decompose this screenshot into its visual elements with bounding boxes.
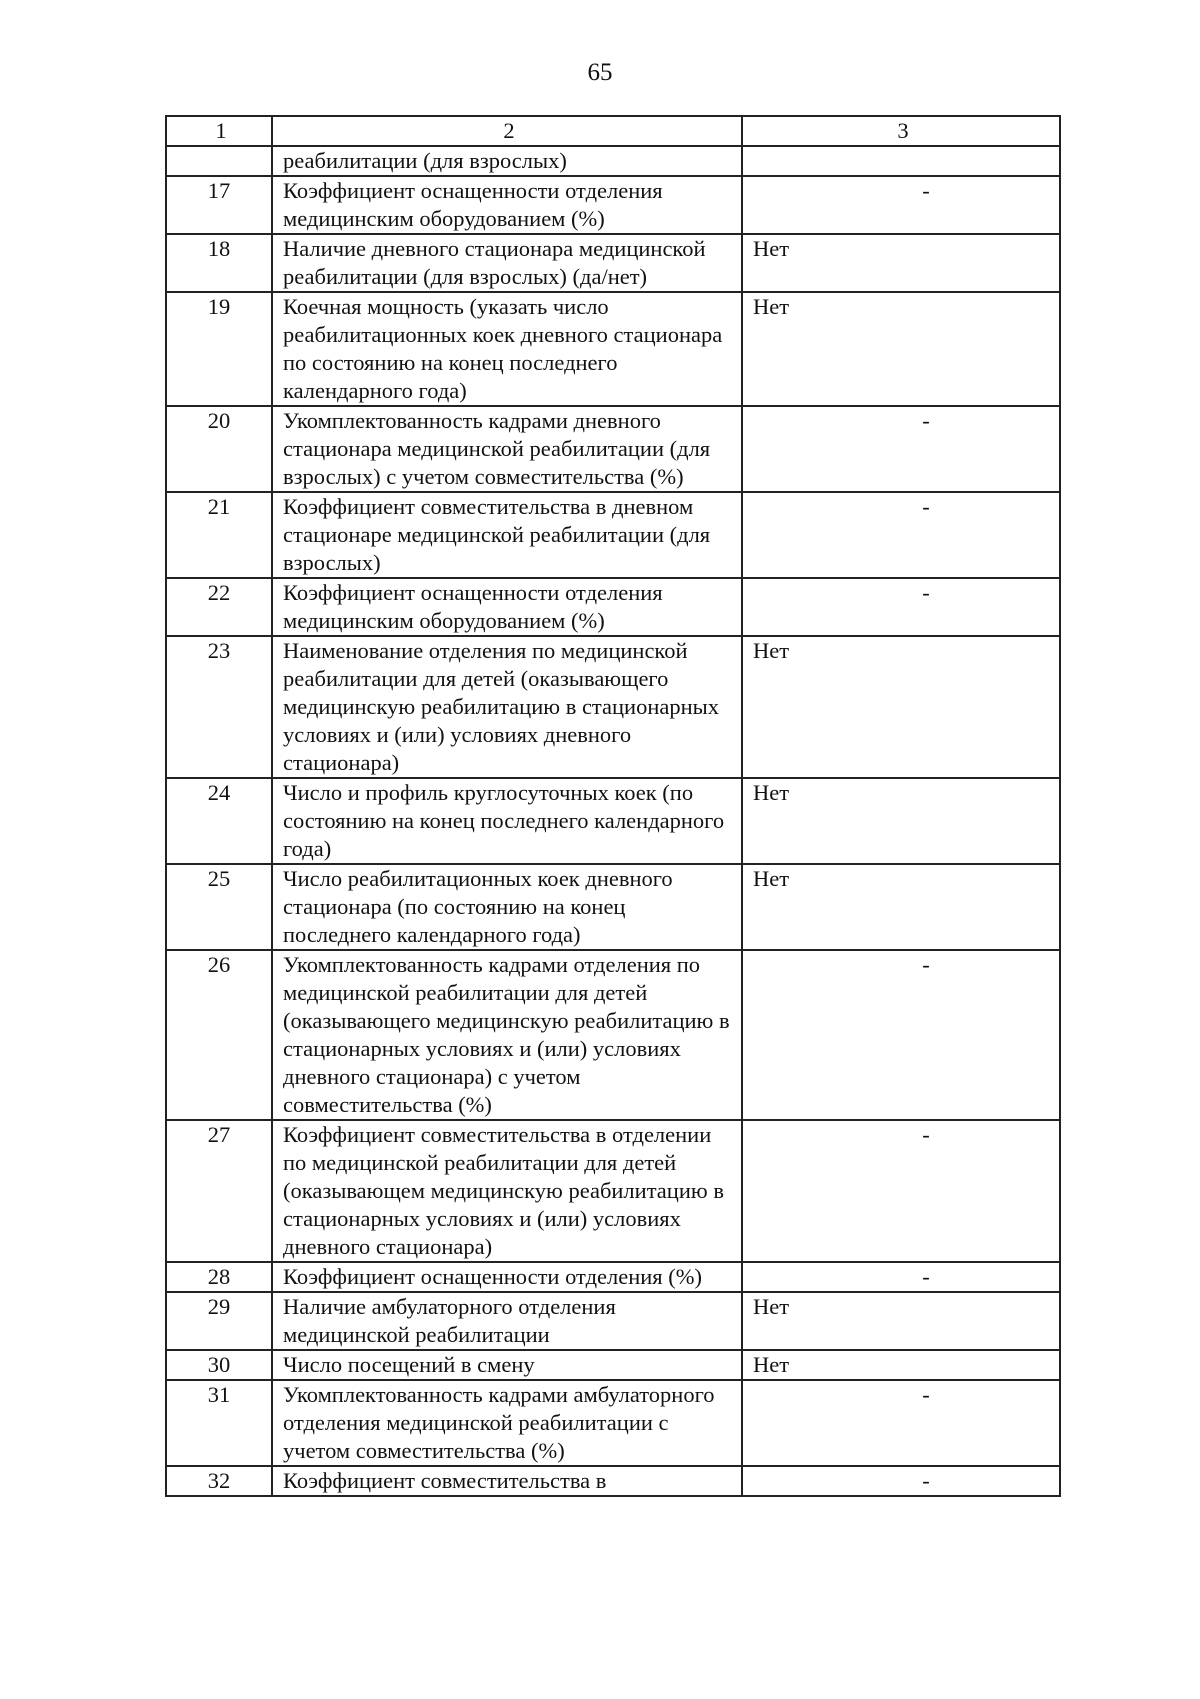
indicator-name-cell: Число и профиль круглосуточных коек (по состоянию на конец последнего календарного года) <box>272 778 742 864</box>
indicator-value-cell: Нет <box>742 1350 1060 1380</box>
indicator-value-cell: Нет <box>742 1292 1060 1350</box>
indicator-value-cell: - <box>742 578 1060 636</box>
table-header-row <box>166 116 1060 146</box>
indicator-value-cell: - <box>742 176 1060 234</box>
table-row <box>166 234 1060 292</box>
indicator-value-cell: - <box>742 492 1060 578</box>
row-number-cell: 32 <box>166 1466 272 1496</box>
table-row <box>166 636 1060 778</box>
indicator-name-cell: Укомплектованность кадрами дневного стационара медицинской реабилитации (для взрослых) с учетом совместительства (%) <box>272 406 742 492</box>
table-row <box>166 1350 1060 1380</box>
header-cell-3: 3 <box>742 116 1060 146</box>
indicator-value-cell: Нет <box>742 234 1060 292</box>
row-number-cell: 18 <box>166 234 272 292</box>
table-row <box>166 146 1060 176</box>
table-row <box>166 578 1060 636</box>
indicator-value-cell: - <box>742 406 1060 492</box>
indicator-name-cell: Укомплектованность кадрами отделения по медицинской реабилитации для детей (оказывающего медицинскую реабилитацию в стационарных условиях и (или) условиях дневного стационара) с учетом совместительства (%) <box>272 950 742 1120</box>
table-row <box>166 492 1060 578</box>
row-number-cell: 20 <box>166 406 272 492</box>
indicator-name-cell: Коэффициент совместительства в <box>272 1466 742 1496</box>
table-body <box>166 116 1060 1496</box>
indicator-name-cell: Коэффициент оснащенности отделения (%) <box>272 1262 742 1292</box>
indicator-name-cell: Коэффициент оснащенности отделения медицинским оборудованием (%) <box>272 176 742 234</box>
indicator-name-cell: Коэффициент совместительства в отделении по медицинской реабилитации для детей (оказывающем медицинскую реабилитацию в стационарных условиях и (или) условиях дневного стационара) <box>272 1120 742 1262</box>
header-cell-2: 2 <box>272 116 742 146</box>
row-number-cell: 17 <box>166 176 272 234</box>
indicator-name-cell: Число посещений в смену <box>272 1350 742 1380</box>
row-number-cell: 24 <box>166 778 272 864</box>
indicator-name-cell: Укомплектованность кадрами амбулаторного отделения медицинской реабилитации с учетом совместительства (%) <box>272 1380 742 1466</box>
indicator-name-cell: Коэффициент оснащенности отделения медицинским оборудованием (%) <box>272 578 742 636</box>
row-number-cell: 25 <box>166 864 272 950</box>
row-number-cell: 27 <box>166 1120 272 1262</box>
row-number-cell <box>166 146 272 176</box>
indicator-value-cell: - <box>742 1262 1060 1292</box>
row-number-cell: 21 <box>166 492 272 578</box>
row-number-cell: 22 <box>166 578 272 636</box>
indicator-value-cell: Нет <box>742 864 1060 950</box>
indicator-table <box>165 115 1061 1497</box>
table-row <box>166 1120 1060 1262</box>
page-number: 65 <box>587 59 613 86</box>
table-row <box>166 1466 1060 1496</box>
indicator-name-cell: Число реабилитационных коек дневного стационара (по состоянию на конец последнего календарного года) <box>272 864 742 950</box>
table-row <box>166 1380 1060 1466</box>
indicator-name-cell: Наличие дневного стационара медицинской реабилитации (для взрослых) (да/нет) <box>272 234 742 292</box>
row-number-cell: 29 <box>166 1292 272 1350</box>
row-number-cell: 30 <box>166 1350 272 1380</box>
indicator-name-cell: Наличие амбулаторного отделения медицинской реабилитации <box>272 1292 742 1350</box>
row-number-cell: 26 <box>166 950 272 1120</box>
indicator-value-cell: Нет <box>742 778 1060 864</box>
table-row <box>166 778 1060 864</box>
indicator-value-cell: - <box>742 1466 1060 1496</box>
header-cell-1: 1 <box>166 116 272 146</box>
table-row <box>166 864 1060 950</box>
row-number-cell: 19 <box>166 292 272 406</box>
indicator-name-cell: Коэффициент совместительства в дневном стационаре медицинской реабилитации (для взрослых) <box>272 492 742 578</box>
indicator-value-cell: Нет <box>742 292 1060 406</box>
row-number-cell: 23 <box>166 636 272 778</box>
indicator-value-cell <box>742 146 1060 176</box>
table-row <box>166 176 1060 234</box>
table-row <box>166 1262 1060 1292</box>
indicator-value-cell: - <box>742 950 1060 1120</box>
indicator-value-cell: Нет <box>742 636 1060 778</box>
row-number-cell: 31 <box>166 1380 272 1466</box>
indicator-value-cell: - <box>742 1120 1060 1262</box>
table-row <box>166 950 1060 1120</box>
row-number-cell: 28 <box>166 1262 272 1292</box>
indicator-value-cell: - <box>742 1380 1060 1466</box>
indicator-name-cell: Коечная мощность (указать число реабилитационных коек дневного стационара по состоянию на конец последнего календарного года) <box>272 292 742 406</box>
table-row <box>166 406 1060 492</box>
indicator-name-cell: Наименование отделения по медицинской реабилитации для детей (оказывающего медицинскую реабилитацию в стационарных условиях и (или) условиях дневного стационара) <box>272 636 742 778</box>
table-row <box>166 292 1060 406</box>
table-row <box>166 1292 1060 1350</box>
indicator-name-cell: реабилитации (для взрослых) <box>272 146 742 176</box>
